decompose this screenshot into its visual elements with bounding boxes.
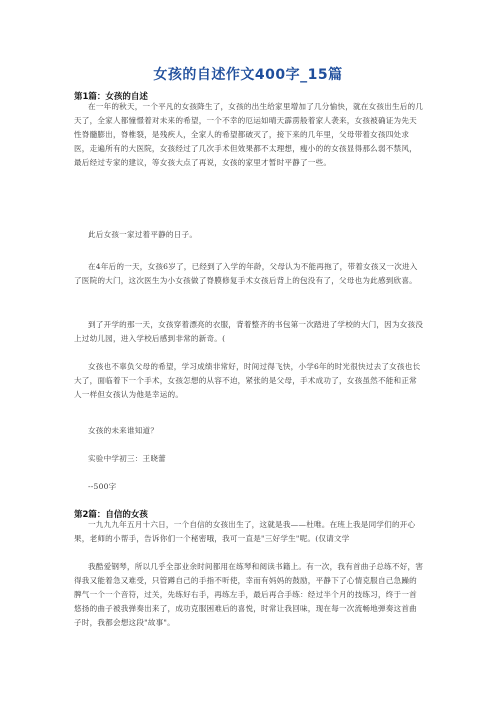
- section-1-paragraph-2: 此后女孩一家过着平静的日子。: [88, 230, 198, 239]
- section-1-paragraph-6: 女孩的未来谁知道？: [88, 426, 159, 435]
- section-1-paragraph-5: 女孩也不辜负父母的希望，学习成绩非常好，时间过得飞快，小学6年的时光很快过去了女孩也长大了，面临着下一个手术，女孩怎想的从容不迫，紧张的是父母，手术成功了，女孩虽然不能和正常人一样但女孩认为他是幸运的。: [74, 362, 421, 399]
- section-2-paragraph-1: 一九九九年五月十六日，一个自信的女孩出生了，这就是我——杜唯。在班上我是同学们的开心果，老师的小帮手，告诉你们一个秘密哦，我可一直是"三好学生"呢。(仅请文学: [74, 520, 416, 543]
- document-title: 女孩的自述作文400字_15篇: [153, 67, 343, 83]
- section-heading-2: 第2篇：自信的女孩: [74, 510, 148, 520]
- section-2-paragraph-2: 我酷爱钢琴，所以几乎全部业余时间都用在练琴和阅读书籍上。有一次，我有首曲子总练不好，害得我又能着急又难受，只管蹲自己的手指不听使，幸而有妈妈的鼓励，平静下了心情克服自己急躁的脾气一个一个音符，过关，先练好右手，再练左手，最后再合手练：经过半个月的技练习，终于一首悠扬的曲子被我弹奏出来了，成功克服困难后的喜悦，时常让我回味，现在每一次流畅地弹奏这首曲子时，我都会想这段"故事"。: [74, 562, 424, 627]
- section-1-paragraph-4: 到了开学的那一天，女孩穿着漂亮的衣服，背着整齐的书包第一次踏进了学校的大门，因为女孩没上过幼儿园，进入学校后感到非常的新奇。(: [74, 320, 424, 343]
- section-heading-1: 第1篇：女孩的自述: [74, 92, 148, 102]
- section-1-author: 实验中学初三：王晓蕾: [88, 454, 166, 463]
- section-1-paragraph-1: 在一年的秋天，一个平凡的女孩降生了，女孩的出生给家里增加了几分愉快，就在女孩出生后的几天了，全家人都憧憬着对未来的希望，一个不幸的厄运如晴天霹雳般着家人袭来，女孩被确证为先天性脊髓膨出，脊椎裂，是残疾人，全家人的希望都破灭了，接下来的几年里，父母带着女孩四处求医，走遍所有的大医院，女孩经过了几次手术但效果都不太理想，瘦小的的女孩显得那么弱不禁风，最后经过专家的建议，等女孩大点了再说，女孩的家里才暂时平静了一些。: [74, 102, 424, 167]
- section-1-paragraph-3: 在4年后的一天，女孩6岁了，已经到了入学的年龄，父母认为不能再拖了，带着女孩又一次进入了医院的大门，这次医生为小女孩做了脊膜修复手术女孩后背上的包没有了，父母也为此感到欣喜。: [74, 262, 418, 285]
- section-1-word-count: --500字: [88, 482, 117, 491]
